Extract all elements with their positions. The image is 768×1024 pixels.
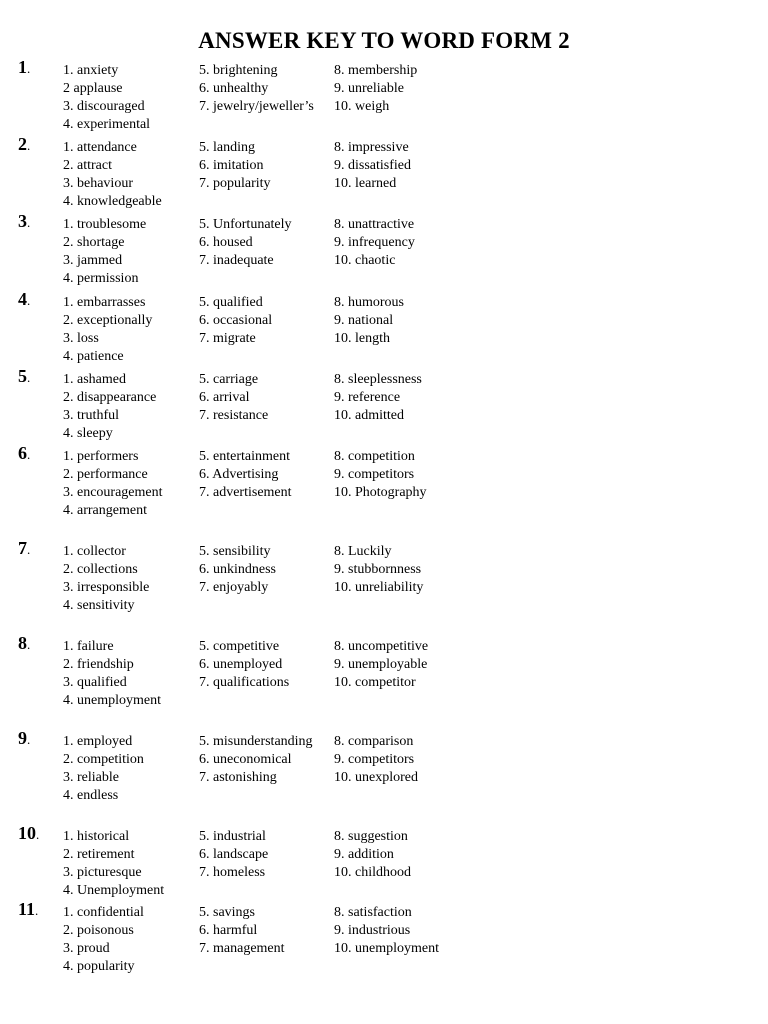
answer-item: 4. knowledgeable: [63, 194, 162, 209]
answer-item: 3. picturesque: [63, 865, 142, 880]
answer-item: 6. unhealthy: [199, 81, 269, 96]
answer-item: 3. qualified: [63, 675, 127, 690]
answer-item: 2. competition: [63, 752, 144, 767]
section-number-value: 1: [18, 57, 27, 77]
answer-item: 6. arrival: [199, 390, 250, 405]
section-number-value: 4: [18, 289, 27, 309]
answer-item: 8. humorous: [334, 295, 404, 310]
answer-item: 4. popularity: [63, 959, 135, 974]
answer-item: 9. infrequency: [334, 235, 415, 250]
answer-item: 2. exceptionally: [63, 313, 153, 328]
answer-item: 2. performance: [63, 467, 148, 482]
answer-item: 1. confidential: [63, 905, 144, 920]
answer-item: 10. weigh: [334, 99, 390, 114]
answer-item: 10. unemployment: [334, 941, 439, 956]
answer-item: 6. housed: [199, 235, 253, 250]
section-number-value: 11: [18, 899, 36, 919]
answer-item: 8. impressive: [334, 140, 409, 155]
answer-item: 7. enjoyably: [199, 580, 269, 595]
answer-item: 4. sleepy: [63, 426, 113, 441]
answer-item: 9. unreliable: [334, 81, 404, 96]
answer-item: 7. homeless: [199, 865, 266, 880]
answer-item: 4. endless: [63, 788, 119, 803]
answer-item: 6. unemployed: [199, 657, 283, 672]
answer-item: 4. sensitivity: [63, 598, 135, 613]
answer-item: 5. sensibility: [199, 544, 271, 559]
answer-item: 5. competitive: [199, 639, 280, 654]
answer-item: 10. childhood: [334, 865, 411, 880]
section-number: 8.: [18, 633, 31, 653]
section-number: 9.: [18, 728, 31, 748]
answer-item: 5. brightening: [199, 63, 278, 78]
answer-item: 7. management: [199, 941, 285, 956]
answer-item: 5. industrial: [199, 829, 266, 844]
answer-item: 10. unreliability: [334, 580, 424, 595]
answer-item: 9. industrious: [334, 923, 411, 938]
answer-item: 3. discouraged: [63, 99, 145, 114]
section-number-value: 10: [18, 823, 36, 843]
answer-item: 7. jewelry/jeweller’s: [199, 99, 314, 114]
answer-item: 3. loss: [63, 331, 99, 346]
section-number: 11.: [18, 899, 39, 919]
answer-item: 8. sleeplessness: [334, 372, 422, 387]
answer-item: 1. employed: [63, 734, 133, 749]
answer-item: 5. carriage: [199, 372, 259, 387]
section-number: 6.: [18, 443, 31, 463]
answer-item: 6. landscape: [199, 847, 269, 862]
answer-item: 4. arrangement: [63, 503, 147, 518]
answer-item: 3. proud: [63, 941, 110, 956]
answer-item: 10. competitor: [334, 675, 416, 690]
answer-item: 9. stubbornness: [334, 562, 422, 577]
answer-item: 4. experimental: [63, 117, 151, 132]
answer-item: 7. advertisement: [199, 485, 292, 500]
answer-item: 8. competition: [334, 449, 415, 464]
answer-item: 4. patience: [63, 349, 124, 364]
answer-item: 4. unemployment: [63, 693, 161, 708]
section-number-value: 6: [18, 443, 27, 463]
answer-item: 10. Photography: [334, 485, 427, 500]
answer-item: 2. attract: [63, 158, 112, 173]
answer-item: 1. troublesome: [63, 217, 147, 232]
section-number: 4.: [18, 289, 31, 309]
answer-item: 8. Luckily: [334, 544, 392, 559]
answer-item: 1. anxiety: [63, 63, 119, 78]
answer-item: 1. ashamed: [63, 372, 126, 387]
answer-item: 7. popularity: [199, 176, 271, 191]
answer-item: 5. savings: [199, 905, 255, 920]
answer-item: 5. entertainment: [199, 449, 290, 464]
answer-item: 7. astonishing: [199, 770, 277, 785]
answer-item: 5. landing: [199, 140, 255, 155]
answer-item: 1. embarrasses: [63, 295, 146, 310]
answer-item: 5. misunderstanding: [199, 734, 313, 749]
answer-item: 3. encouragement: [63, 485, 163, 500]
answer-item: 9. addition: [334, 847, 394, 862]
answer-item: 3. jammed: [63, 253, 123, 268]
answer-item: 2. shortage: [63, 235, 125, 250]
answer-item: 10. length: [334, 331, 390, 346]
answer-item: 4. Unemployment: [63, 883, 165, 898]
answer-item: 3. irresponsible: [63, 580, 150, 595]
answer-item: 1. attendance: [63, 140, 137, 155]
answer-item: 6. harmful: [199, 923, 258, 938]
answer-item: 6. imitation: [199, 158, 264, 173]
answer-item: 8. unattractive: [334, 217, 415, 232]
answer-item: 5. Unfortunately: [199, 217, 292, 232]
answer-item: 9. competitors: [334, 752, 415, 767]
answer-item: 10. unexplored: [334, 770, 418, 785]
section-number: 3.: [18, 211, 31, 231]
answer-item: 2. retirement: [63, 847, 135, 862]
section-number-value: 2: [18, 134, 27, 154]
answer-item: 6. uneconomical: [199, 752, 292, 767]
answer-item: 8. membership: [334, 63, 418, 78]
answer-item: 9. unemployable: [334, 657, 428, 672]
answer-item: 3. behaviour: [63, 176, 133, 191]
answer-item: 3. truthful: [63, 408, 119, 423]
section-number-value: 3: [18, 211, 27, 231]
answer-item: 10. chaotic: [334, 253, 396, 268]
answer-item: 8. comparison: [334, 734, 414, 749]
answer-item: 1. collector: [63, 544, 126, 559]
answer-item: 1. failure: [63, 639, 114, 654]
answer-item: 7. qualifications: [199, 675, 290, 690]
section-number: 5.: [18, 366, 31, 386]
section-number-value: 5: [18, 366, 27, 386]
answer-item: 2. poisonous: [63, 923, 134, 938]
section-number-value: 9: [18, 728, 27, 748]
section-number: 10.: [18, 823, 40, 843]
answer-item: 9. reference: [334, 390, 401, 405]
answer-item: 9. national: [334, 313, 394, 328]
answer-item: 9. competitors: [334, 467, 415, 482]
section-number: 2.: [18, 134, 31, 154]
answer-item: 2. friendship: [63, 657, 134, 672]
section-number-value: 8: [18, 633, 27, 653]
answer-item: 9. dissatisfied: [334, 158, 411, 173]
answer-item: 1. performers: [63, 449, 139, 464]
answer-item: 6. unkindness: [199, 562, 276, 577]
answer-item: 2 applause: [63, 81, 123, 96]
page-title: ANSWER KEY TO WORD FORM 2: [198, 28, 570, 53]
answer-item: 3. reliable: [63, 770, 119, 785]
answer-item: 2. disappearance: [63, 390, 157, 405]
answer-item: 5. qualified: [199, 295, 263, 310]
answer-item: 10. learned: [334, 176, 397, 191]
section-number: 7.: [18, 538, 31, 558]
answer-item: 4. permission: [63, 271, 139, 286]
section-number-value: 7: [18, 538, 27, 558]
answer-item: 8. suggestion: [334, 829, 408, 844]
answer-item: 8. uncompetitive: [334, 639, 429, 654]
section-number: 1.: [18, 57, 31, 77]
answer-item: 7. migrate: [199, 331, 256, 346]
answer-item: 10. admitted: [334, 408, 404, 423]
answer-item: 8. satisfaction: [334, 905, 412, 920]
answer-item: 7. resistance: [199, 408, 269, 423]
answer-item: 6. occasional: [199, 313, 273, 328]
answer-item: 6. Advertising: [199, 467, 279, 482]
answer-item: 2. collections: [63, 562, 138, 577]
answer-item: 7. inadequate: [199, 253, 274, 268]
answer-item: 1. historical: [63, 829, 130, 844]
